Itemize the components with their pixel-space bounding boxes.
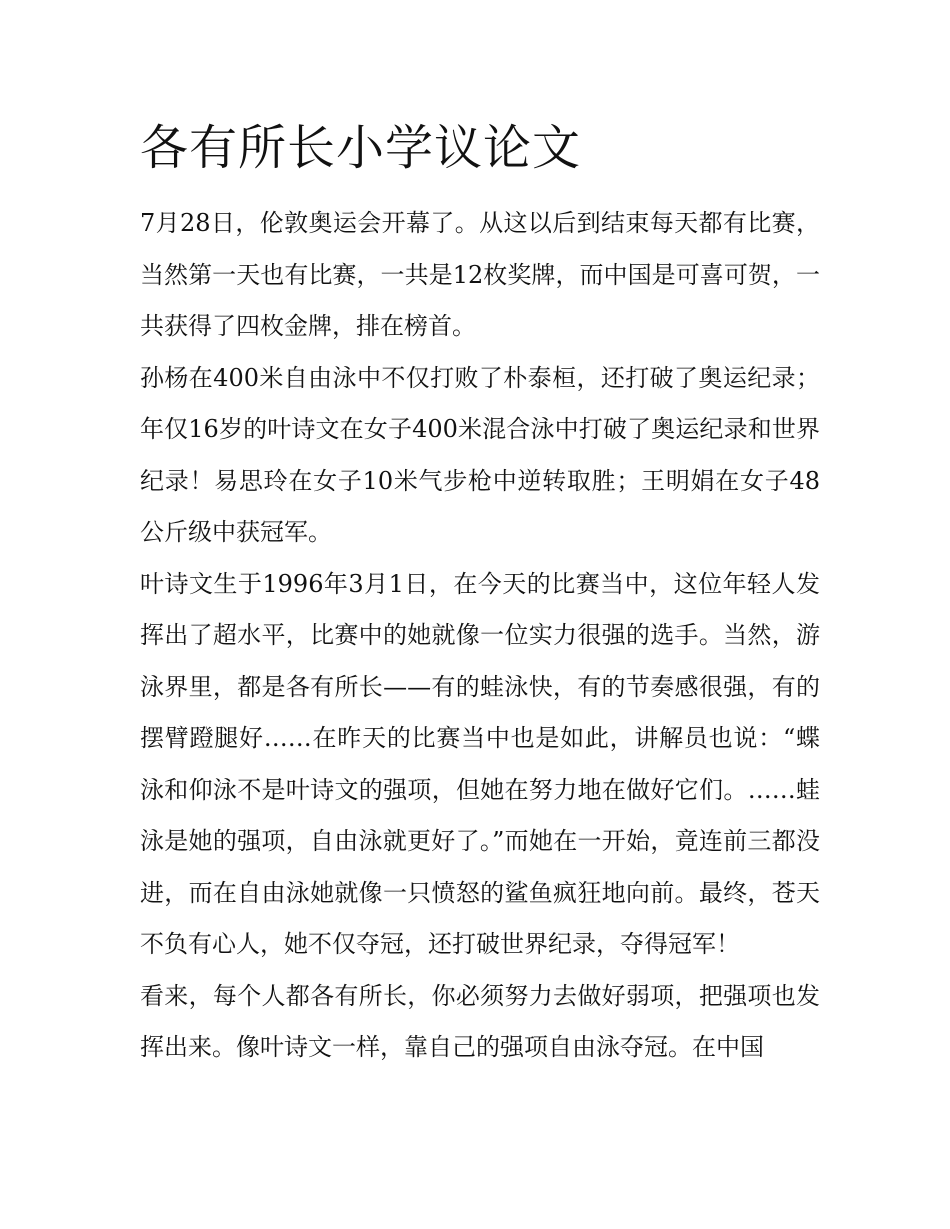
- paragraph: 看来，每个人都各有所长，你必须努力去做好弱项，把强项也发挥出来。像叶诗文一样，靠自己的强项自由泳夺冠。在中国: [140, 981, 820, 1061]
- paragraph: 孙杨在400米自由泳中不仅打败了朴泰桓，还打破了奥运纪录；年仅16岁的叶诗文在女子400米混合泳中打破了奥运纪录和世界纪录！易思玲在女子10米气步枪中逆转取胜；王明娟在女子48公斤级中获冠军。: [140, 363, 820, 546]
- paragraph: 叶诗文生于1996年3月1日，在今天的比赛当中，这位年轻人发挥出了超水平，比赛中的她就像一位实力很强的选手。当然，游泳界里，都是各有所长——有的蛙泳快，有的节奏感很强，有的摆臂蹬腿好……在昨天的比赛当中也是如此，讲解员也说：“蝶泳和仰泳不是叶诗文的强项，但她在努力地在做好它们。……蛙泳是她的强项，自由泳就更好了。”而她在一开始，竟连前三都没进，而在自由泳她就像一只愤怒的鲨鱼疯狂地向前。最终，苍天不负有心人，她不仅夺冠，还打破世界纪录，夺得冠军！: [140, 569, 820, 958]
- paragraph: 7月28日，伦敦奥运会开幕了。从这以后到结束每天都有比赛，当然第一天也有比赛，一共是12枚奖牌，而中国是可喜可贺，一共获得了四枚金牌，排在榜首。: [140, 209, 820, 340]
- document-body: [140, 198, 820, 1074]
- document-title: 各有所长小学议论文: [140, 120, 582, 176]
